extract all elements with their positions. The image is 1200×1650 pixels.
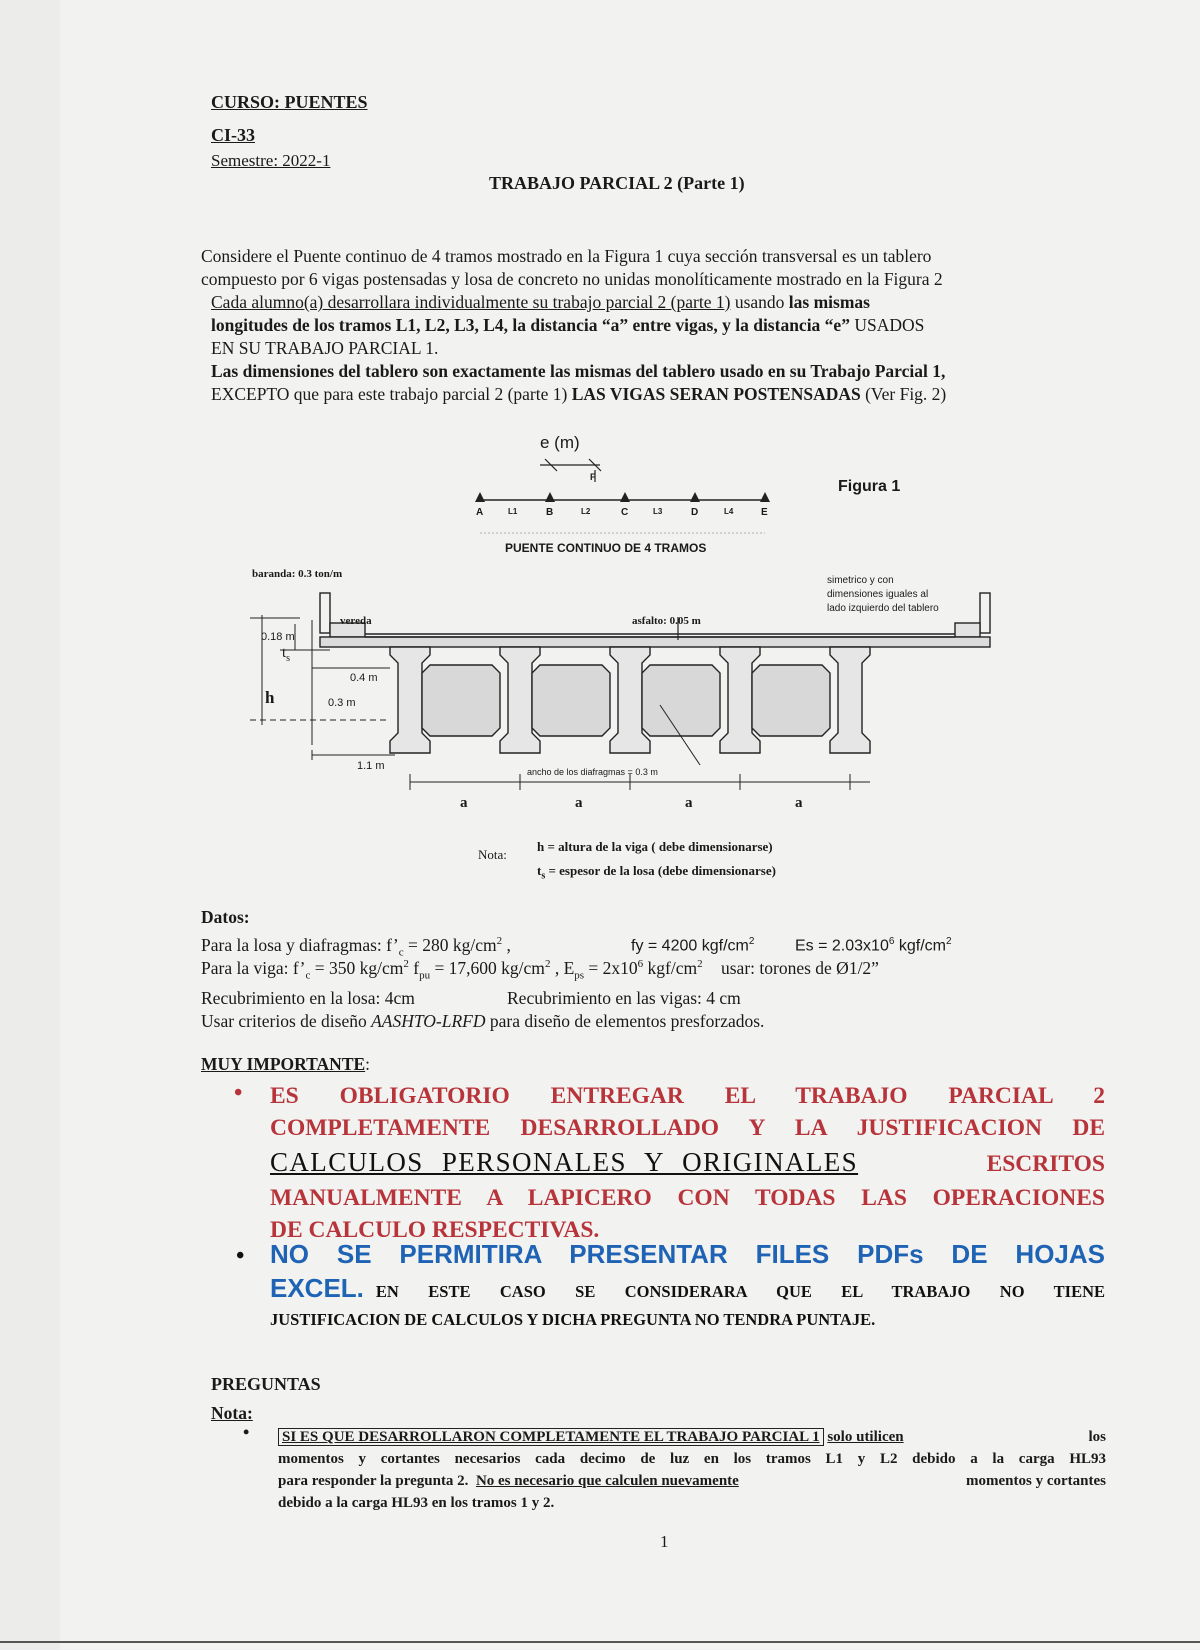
support-d <box>690 492 700 502</box>
figure1-caption: Figura 1 <box>838 478 901 495</box>
girder-5 <box>830 647 870 753</box>
page-title: TRABAJO PARCIAL 2 (Parte 1) <box>489 173 745 193</box>
important-bullet-1: ES OBLIGATORIO ENTREGAR EL TRABAJO PARCIAL 2 COMPLETAMENTE DESARROLLADO Y LA JUSTIFICACION DE CALCULOS PERSONALES Y ORIGINALES ESCRITOS MANUALMENTE A LAPICERO CON TODAS LAS OPERACIONES DE CALCULO RESPECTIVAS. <box>270 1083 1105 1243</box>
support-b <box>545 492 555 502</box>
preguntas-note: SI ES QUE DESARROLLARON COMPLETAMENTE EL TRABAJO PARCIAL 1 solo utilicen los momentos y cortantes necesarios cada decimo de luz en los tramos L1 y L2 debido a la carga HL93 para responder la pregunta 2. No es necesario que calculen nuevamente momentos y cortantes debido a la carga HL93 en los tramos 1 y 2. <box>278 1429 1106 1511</box>
support-c <box>620 492 630 502</box>
datos-block <box>201 930 1101 1033</box>
asfalto-label: asfalto: 0.05 m <box>632 615 701 627</box>
page-number: 1 <box>660 1532 669 1551</box>
datos-line: Usar criterios de diseño AASHTO-LRFD para diseño de elementos presforzados. <box>201 1011 765 1032</box>
right-barrier <box>980 593 990 633</box>
intro-line: Las dimensiones del tablero son exactamente las mismas del tablero usado en su Trabajo Parcial 1, <box>211 361 946 381</box>
h-label: h <box>265 688 275 707</box>
important-title: MUY IMPORTANTE: <box>201 1054 371 1074</box>
datos-line: Para la viga: $f’_c = 350$ $kg/cm^2$ $f_{pu} = 17,600$ $kg/cm^2$ , $E_{ps} = 2x10^6$ kgf/$cm^2$ usar: torones de Ø1/2” <box>201 957 879 982</box>
support-e <box>760 492 770 502</box>
dim-11: 1.1 m <box>357 760 385 772</box>
support-labels: A B C D E L1 L2 L3 L4 <box>476 507 768 518</box>
intro-line: compuesto por 6 vigas postensadas y losa de concreto no unidas monolíticamente mostrado en la Figura 2 <box>201 269 943 289</box>
f-label: F <box>590 472 596 482</box>
diaphragm-width-label: ancho de los diafragmas = 0.3 m <box>527 767 658 777</box>
datos-line: Para la losa y diafragmas: $f’_c = 280$ $kg/cm^2$ , fy = 4200 kgf/$cm^2$ $Es = 2.03x10^6$ kgf/$cm^2$ <box>201 934 952 959</box>
ts-label: $t_s$ <box>282 645 291 664</box>
baranda-label: baranda: 0.3 ton/m <box>252 568 343 580</box>
course-title: CURSO: PUENTES <box>211 92 368 112</box>
support-a <box>475 492 485 502</box>
intro-line: Considere el Puente continuo de 4 tramos mostrado en la Figura 1 cuya sección transversal es un tablero <box>201 246 932 266</box>
figure2-nota-label: Nota: <box>478 847 507 862</box>
symmetry-note: simetrico y con dimensiones iguales al lado izquierdo del tablero <box>827 575 939 614</box>
course-code: CI-33 <box>211 125 255 145</box>
e-label: e (m) <box>540 433 580 452</box>
figure2-notes: h = altura de la viga ( debe dimensionarse) $t_s$ = espesor de la losa (debe dimensionarse) <box>537 839 776 882</box>
bullet-2: • <box>236 1243 245 1269</box>
vereda-label: vereda <box>340 615 372 627</box>
semester: Semestre: 2022-1 <box>211 151 331 170</box>
intro-line: Cada alumno(a) desarrollara individualmente su trabajo parcial 2 (parte 1) usando las mismas <box>211 292 870 312</box>
intro-line: EXCEPTO que para este trabajo parcial 2 (parte 1) LAS VIGAS SERAN POSTENSADAS (Ver Fig. 2) <box>211 384 947 404</box>
right-sidewalk <box>955 623 980 637</box>
intro-line: longitudes de los tramos L1, L2, L3, L4, la distancia “a” entre vigas, y la distancia “e” USADOS <box>211 315 925 335</box>
deck-slab <box>320 637 990 647</box>
dim-03: 0.3 m <box>328 697 356 709</box>
important-bullet-2: NO SE PERMITIRA PRESENTAR FILES PDFs DE HOJAS EXCEL. EN ESTE CASO SE CONSIDERARA QUE EL TRABAJO NO TIENE JUSTIFICACION DE CALCULOS Y DICHA PREGUNTA NO TENDRA PUNTAJE. <box>270 1239 1105 1329</box>
figure1-title: PUENTE CONTINUO DE 4 TRAMOS <box>505 541 707 555</box>
intro-paragraph <box>201 245 1106 406</box>
bullet-3: • <box>243 1422 250 1442</box>
bullet-1: • <box>234 1080 243 1106</box>
dim-04: 0.4 m <box>350 672 378 684</box>
preguntas-nota-label: Nota: <box>211 1403 253 1423</box>
dim-018: 0.18 m <box>261 631 295 643</box>
a-labels: a a a a <box>460 795 803 811</box>
intro-line: EN SU TRABAJO PARCIAL 1. <box>211 338 439 358</box>
left-barrier <box>320 593 330 633</box>
datos-line: Recubrimiento en la losa: 4cm Recubrimiento en las vigas: 4 cm <box>201 988 741 1009</box>
preguntas-title: PREGUNTAS <box>211 1374 321 1394</box>
datos-title: Datos: <box>201 907 250 927</box>
